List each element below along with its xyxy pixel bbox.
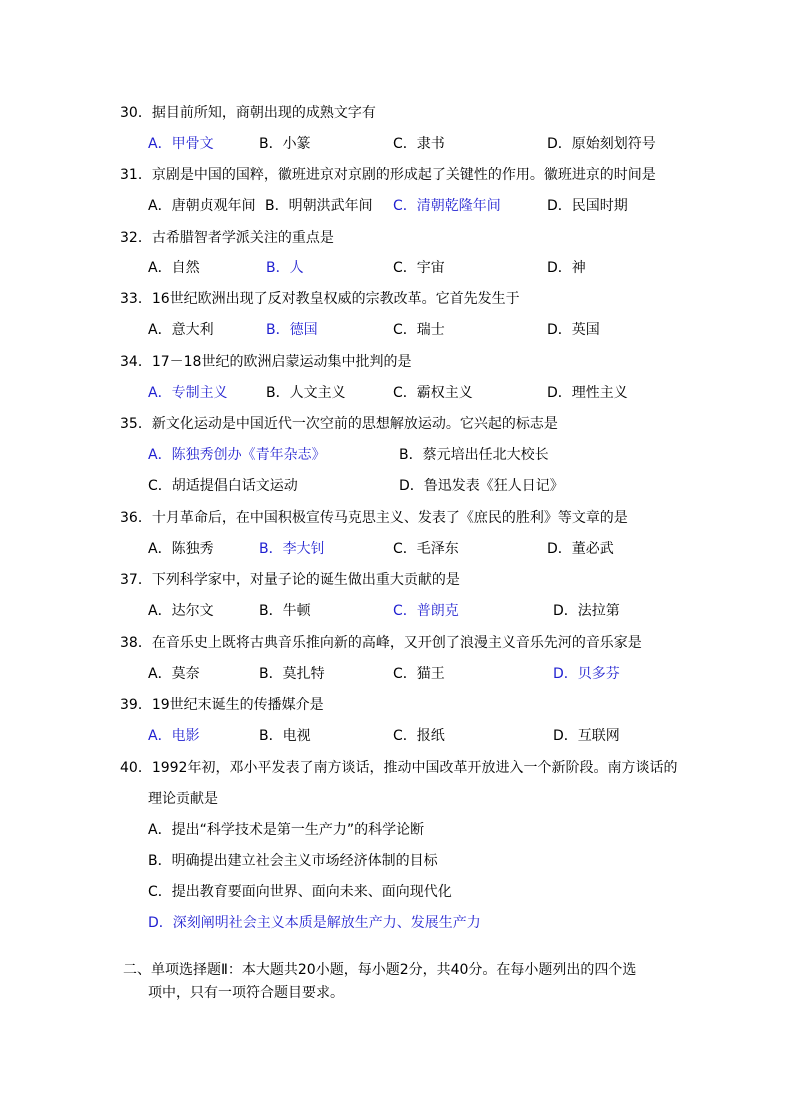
q40-option-a: A．提出“科学技术是第一生产力”的科学论断 <box>148 822 425 838</box>
question-37-stem: 37．下列科学家中，对量子论的诞生做出重大贡献的是 <box>120 572 460 588</box>
q39-option-a: A．电影 <box>148 728 200 744</box>
section-heading: 二、单项选择题Ⅱ：本大题共20小题，每小题2分，共40分。在每小题列出的四个选 <box>123 962 637 978</box>
q30-option-b: B．小篆 <box>259 136 311 152</box>
q34-option-c: C．霸权主义 <box>393 385 473 401</box>
q30-option-d: D．原始刻划符号 <box>547 136 656 152</box>
q32-option-c: C．宇宙 <box>393 260 445 276</box>
q38-option-c: C．猫王 <box>393 666 445 682</box>
q32-option-a: A．自然 <box>148 260 200 276</box>
q31-option-a: A．唐朝贞观年间 <box>148 198 256 214</box>
q34-option-d: D．理性主义 <box>547 385 628 401</box>
q32-option-d: D．神 <box>547 260 586 276</box>
q37-option-b: B．牛顿 <box>259 603 311 619</box>
question-31-stem: 31．京剧是中国的国粹，徽班进京对京剧的形成起了关键性的作用。徽班进京的时间是 <box>120 167 656 183</box>
q33-option-d: D．英国 <box>547 322 600 338</box>
q40-option-c: C．提出教育要面向世界、面向未来、面向现代化 <box>148 884 452 900</box>
q36-option-a: A．陈独秀 <box>148 541 214 557</box>
q36-option-b: B．李大钊 <box>259 541 325 557</box>
question-39-stem: 39．19世纪末诞生的传播媒介是 <box>120 697 324 713</box>
q39-option-d: D．互联网 <box>553 728 620 744</box>
question-40-stem-continued: 理论贡献是 <box>148 791 218 807</box>
section-heading-continued: 项中，只有一项符合题目要求。 <box>148 985 344 1001</box>
q32-option-b: B．人 <box>266 260 304 276</box>
q33-option-b: B．德国 <box>266 322 318 338</box>
q37-option-d: D．法拉第 <box>553 603 620 619</box>
q33-option-c: C．瑞士 <box>393 322 445 338</box>
question-34-stem: 34．17－18世纪的欧洲启蒙运动集中批判的是 <box>120 354 412 370</box>
q35-option-b: B．蔡元培出任北大校长 <box>399 447 549 463</box>
q30-option-c: C．隶书 <box>393 136 445 152</box>
q36-option-d: D．董必武 <box>547 541 614 557</box>
question-30-stem: 30．据目前所知，商朝出现的成熟文字有 <box>120 105 376 121</box>
q31-option-c: C．清朝乾隆年间 <box>393 198 501 214</box>
q40-option-d: D．深刻阐明社会主义本质是解放生产力、发展生产力 <box>148 915 481 931</box>
q37-option-c: C．普朗克 <box>393 603 459 619</box>
q35-option-c: C．胡适提倡白话文运动 <box>148 478 298 494</box>
q39-option-b: B．电视 <box>259 728 311 744</box>
question-38-stem: 38．在音乐史上既将古典音乐推向新的高峰，又开创了浪漫主义音乐先河的音乐家是 <box>120 635 642 651</box>
q38-option-d: D．贝多芬 <box>553 666 620 682</box>
q34-option-a: A．专制主义 <box>148 385 228 401</box>
q30-option-a: A．甲骨文 <box>148 136 214 152</box>
q39-option-c: C．报纸 <box>393 728 445 744</box>
question-40-stem: 40．1992年初，邓小平发表了南方谈话，推动中国改革开放进入一个新阶段。南方谈话的 <box>120 760 678 776</box>
q31-option-b: B．明朝洪武年间 <box>265 198 373 214</box>
q40-option-b: B．明确提出建立社会主义市场经济体制的目标 <box>148 853 438 869</box>
question-36-stem: 36．十月革命后，在中国积极宣传马克思主义、发表了《庶民的胜利》等文章的是 <box>120 510 628 526</box>
q38-option-a: A．莫奈 <box>148 666 200 682</box>
q35-option-d: D．鲁迅发表《狂人日记》 <box>399 478 564 494</box>
question-32-stem: 32．古希腊智者学派关注的重点是 <box>120 230 334 246</box>
q35-option-a: A．陈独秀创办《青年杂志》 <box>148 447 326 463</box>
q36-option-c: C．毛泽东 <box>393 541 459 557</box>
question-33-stem: 33．16世纪欧洲出现了反对教皇权威的宗教改革。它首先发生于 <box>120 291 520 307</box>
q33-option-a: A．意大利 <box>148 322 214 338</box>
q38-option-b: B．莫扎特 <box>259 666 325 682</box>
q31-option-d: D．民国时期 <box>547 198 628 214</box>
q34-option-b: B．人文主义 <box>266 385 346 401</box>
question-35-stem: 35．新文化运动是中国近代一次空前的思想解放运动。它兴起的标志是 <box>120 416 558 432</box>
q37-option-a: A．达尔文 <box>148 603 214 619</box>
